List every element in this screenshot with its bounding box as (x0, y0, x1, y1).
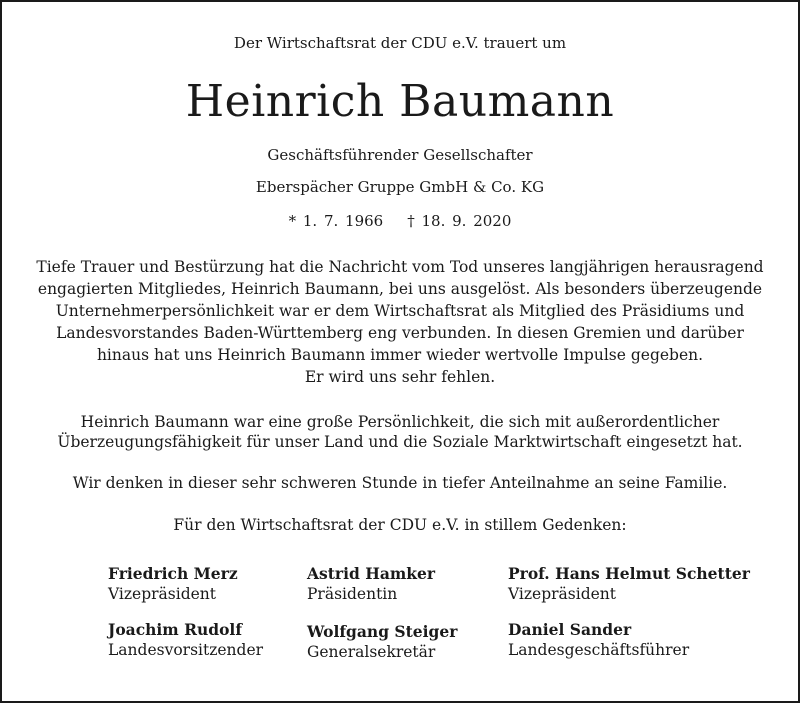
miss-line: Er wird uns sehr fehlen. (304, 368, 496, 386)
birth-date: * 1. 7. 1966 (288, 212, 384, 230)
death-date: † 18. 9. 2020 (407, 212, 512, 230)
deceased-company: Eberspächer Gruppe GmbH & Co. KG (255, 178, 545, 196)
personality-paragraph: Heinrich Baumann war eine große Persönlichkeit, die sich mit außerordentlicher Überzeugungsfähigkeit für unser Land und die Soziale Marktwirtschaft eingesetzt hat. (57, 413, 743, 451)
condolence-line: Wir denken in dieser sehr schweren Stunde in tiefer Anteilnahme an seine Familie. (72, 474, 728, 492)
tribute-paragraph: Tiefe Trauer und Bestürzung hat die Nachricht vom Tod unseres langjährigen herausragend engagierten Mitgliedes, Heinrich Baumann, bei uns ausgelöst. Als besonders überzeugende Unternehmerpersönlichkeit war er dem Wirtschaftsrat als Mitglied des Präsidiums und Landesvorstandes Baden-Württemberg eng verbunden. In diesen Gremien und darüber hinaus hat uns Heinrich Baumann immer wieder wertvolle Impulse gegeben. (36, 258, 764, 364)
signatory-name: Prof. Hans Helmut Schetter (508, 564, 750, 583)
life-dates (0, 212, 800, 230)
deceased-role: Geschäftsführender Gesellschafter (267, 146, 533, 164)
signatory-title: Präsidentin (307, 585, 398, 603)
intro-line: Der Wirtschaftsrat der CDU e.V. trauert um (233, 34, 567, 52)
signatory-title: Landesvorsitzender (108, 641, 264, 659)
signatory-title: Landesgeschäftsführer (508, 641, 690, 659)
signatory (108, 620, 263, 660)
signatory-name: Joachim Rudolf (108, 620, 242, 639)
signatory (108, 564, 238, 604)
signatory-name: Friedrich Merz (108, 564, 238, 583)
signatory-name: Astrid Hamker (307, 564, 436, 583)
deceased-name: Heinrich Baumann (185, 76, 615, 127)
closing-line: Für den Wirtschaftsrat der CDU e.V. in stillem Gedenken: (173, 516, 627, 534)
signatory-title: Vizepräsident (108, 585, 217, 603)
signatory (508, 564, 750, 604)
signatory-title: Vizepräsident (508, 585, 617, 603)
signatory-name: Wolfgang Steiger (307, 622, 458, 641)
signatory-name: Daniel Sander (508, 620, 632, 639)
signatory-title: Generalsekretär (307, 643, 436, 661)
signatory (307, 622, 457, 662)
signatory (508, 620, 689, 660)
signatory (307, 564, 435, 604)
